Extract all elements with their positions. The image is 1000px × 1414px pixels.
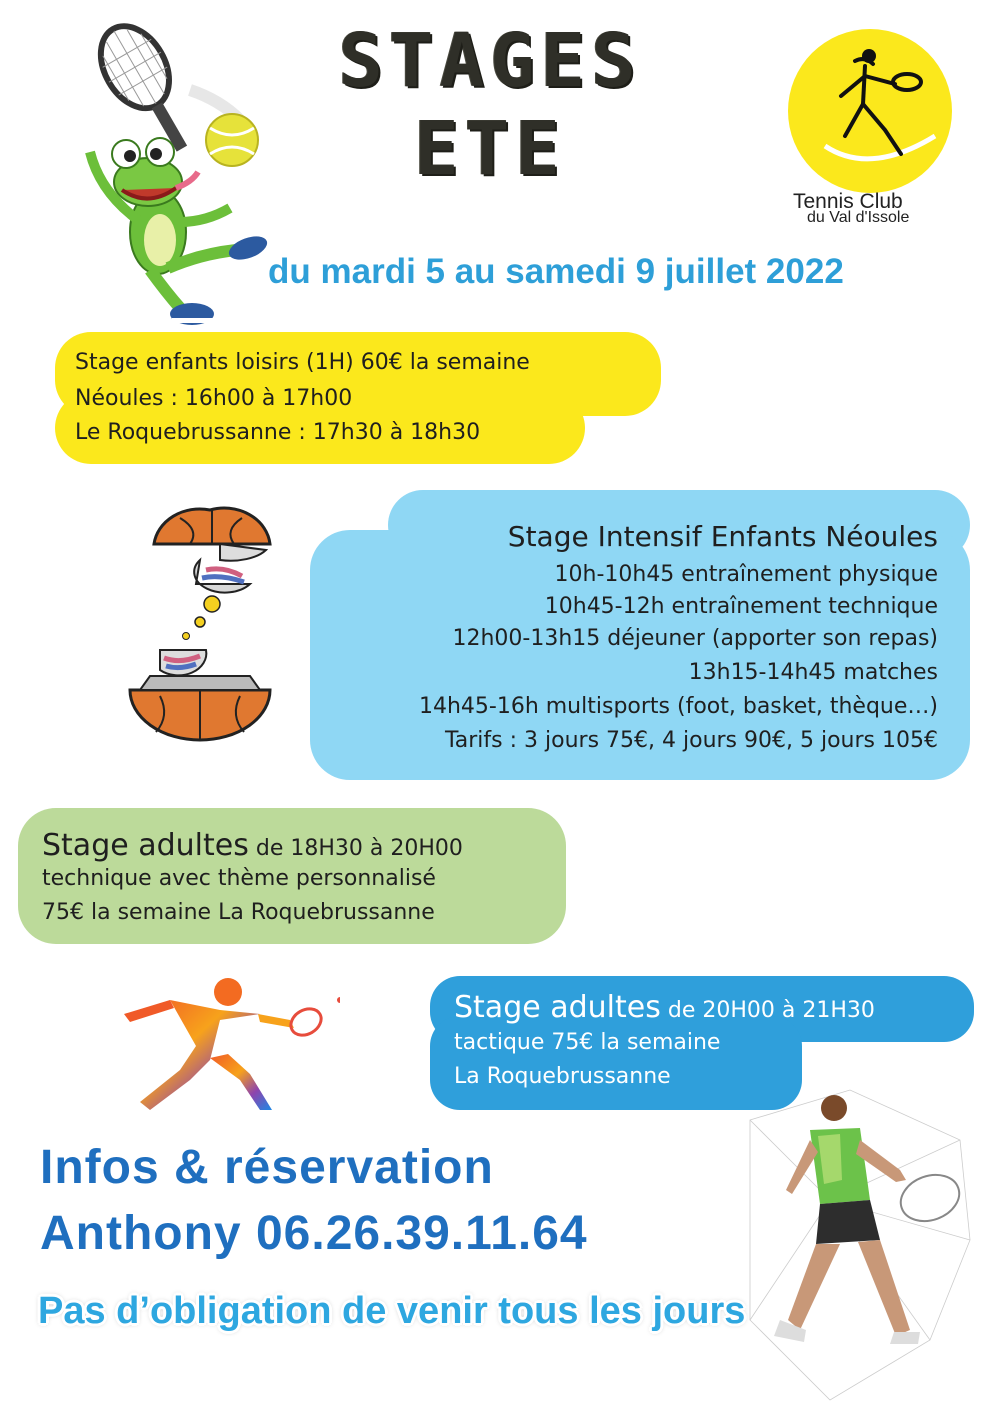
stage-adultes-1-heading: [42, 828, 463, 863]
stage-intensif-line: 14h45-16h multisports (foot, basket, thèque…): [418, 694, 938, 719]
stage-adultes-1-bubble: [18, 808, 566, 944]
contact-heading: Infos & réservation: [40, 1141, 494, 1194]
page-title-line2: ETE: [414, 106, 566, 192]
page-title-line1: STAGES: [338, 18, 642, 104]
stage-loisirs-line: Néoules : 16h00 à 17h00: [75, 386, 353, 411]
stage-intensif-line: 12h00-13h15 déjeuner (apporter son repas): [452, 626, 938, 651]
colorful-tennis-player: [110, 970, 340, 1130]
stage-loisirs-bubble: [55, 332, 661, 464]
event-dates: du mardi 5 au samedi 9 juillet 2022: [268, 252, 844, 291]
footer-note: Pas d’obligation de venir tous les jours: [38, 1290, 746, 1332]
stage-intensif-title: Stage Intensif Enfants Néoules: [507, 520, 938, 553]
stage-loisirs-line: Stage enfants loisirs (1H) 60€ la semaine: [75, 350, 530, 375]
logo-text-line1: Tennis Club: [793, 190, 903, 213]
stage-adultes-2-line: tactique 75€ la semaine: [454, 1030, 721, 1055]
stage-adultes-2-title: Stage adultes: [454, 990, 661, 1025]
stage-loisirs-line: Le Roquebrussanne : 17h30 à 18h30: [75, 420, 481, 445]
stage-adultes-1-title: Stage adultes: [42, 828, 249, 863]
tennis-ball-icon: [180, 80, 270, 170]
stage-intensif-line: 13h15-14h45 matches: [688, 660, 938, 685]
contact-phone[interactable]: Anthony 06.26.39.11.64: [40, 1207, 588, 1260]
stage-adultes-1-line: 75€ la semaine La Roquebrussanne: [42, 900, 435, 925]
frog-tennis-player: [30, 22, 270, 338]
stage-intensif-line: 10h-10h45 entraînement physique: [554, 562, 938, 587]
stage-adultes-1-line: technique avec thème personnalisé: [42, 866, 436, 891]
stage-adultes-2-time: de 20H00 à 21H30: [660, 998, 875, 1023]
stage-intensif-bubble: [310, 490, 970, 780]
sports-balls-stack: [120, 500, 290, 745]
polygon-tennis-player: [730, 1080, 980, 1410]
logo-text-line2: du Val d'Issole: [807, 209, 910, 226]
stage-intensif-line: 10h45-12h entraînement technique: [544, 594, 938, 619]
stage-intensif-line: Tarifs : 3 jours 75€, 4 jours 90€, 5 jours 105€: [444, 728, 938, 753]
stage-adultes-1-time: de 18H30 à 20H00: [248, 836, 463, 861]
stage-adultes-2-line: La Roquebrussanne: [454, 1064, 671, 1089]
stage-adultes-2-heading: [454, 990, 875, 1025]
